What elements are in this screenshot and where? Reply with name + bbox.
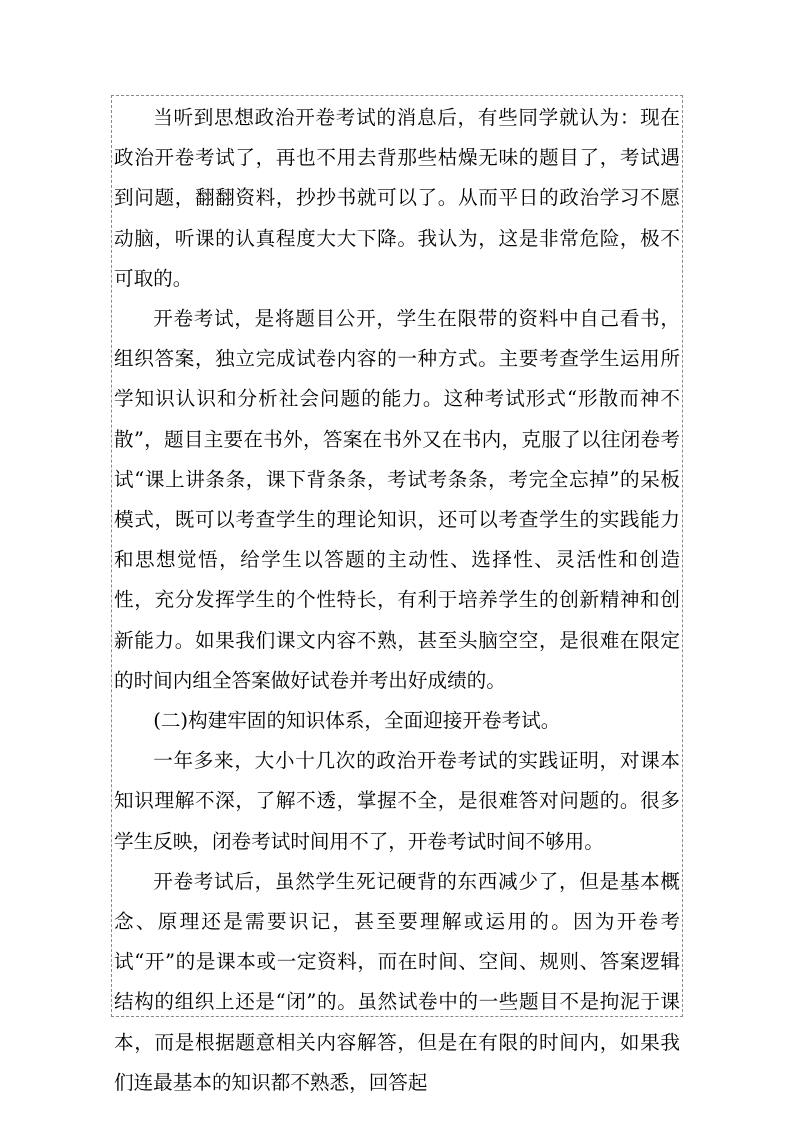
paragraph-basic-concepts: 开卷考试后，虽然学生死记硬背的东西减少了，但是基本概念、原理还是需要识记，甚至要理解或运用的。因为开卷考试“开”的是课本或一定资料，而在时间、空间、规则、答案逻辑结构的组织上还是“闭”的。虽然试卷中的一些题目不是拘泥于课本，而是根据题意相关内容解答，但是在有限的时间内，如果我们连最基本的知识都不熟悉，回答起 — [114, 869, 680, 1094]
paragraph-practice-evidence: 一年多来，大小十几次的政治开卷考试的实践证明，对课本知识理解不深，了解不透，掌握不全，是很难答对问题的。很多学生反映，闭卷考试时间用不了，开卷考试时间不够用。 — [114, 749, 680, 853]
paragraph-open-book-misconception: 当听到思想政治开卷考试的消息后，有些同学就认为：现在政治开卷考试了，再也不用去背那些枯燥无味的题目了，考试遇到问题，翻翻资料，抄抄书就可以了。从而平日的政治学习不愿动脑，听课的认真程度大大下降。我认为，这是非常危险，极不可取的。 — [114, 106, 680, 290]
section-heading-knowledge-system: (二)构建牢固的知识体系，全面迎接开卷考试。 — [153, 709, 561, 733]
paragraph-open-book-definition: 开卷考试，是将题目公开，学生在限带的资料中自己看书，组织答案，独立完成试卷内容的一种方式。主要考查学生运用所学知识认识和分析社会问题的能力。这种考试形式“形散而神不散”，题目主要在书外，答案在书外又在书内，克服了以往闭卷考试“课上讲条条，课下背条条，考试考条条，考完全忘掉”的呆板模式，既可以考查学生的理论知识，还可以考查学生的实践能力和思想觉悟，给学生以答题的主动性、选择性、灵活性和创造性，充分发挥学生的个性特长，有利于培养学生的创新精神和创新能力。如果我们课文内容不熟，甚至头脑空空，是很难在限定的时间内组全答案做好试卷并考出好成绩的。 — [114, 307, 680, 692]
text-frame — [111, 95, 683, 1094]
